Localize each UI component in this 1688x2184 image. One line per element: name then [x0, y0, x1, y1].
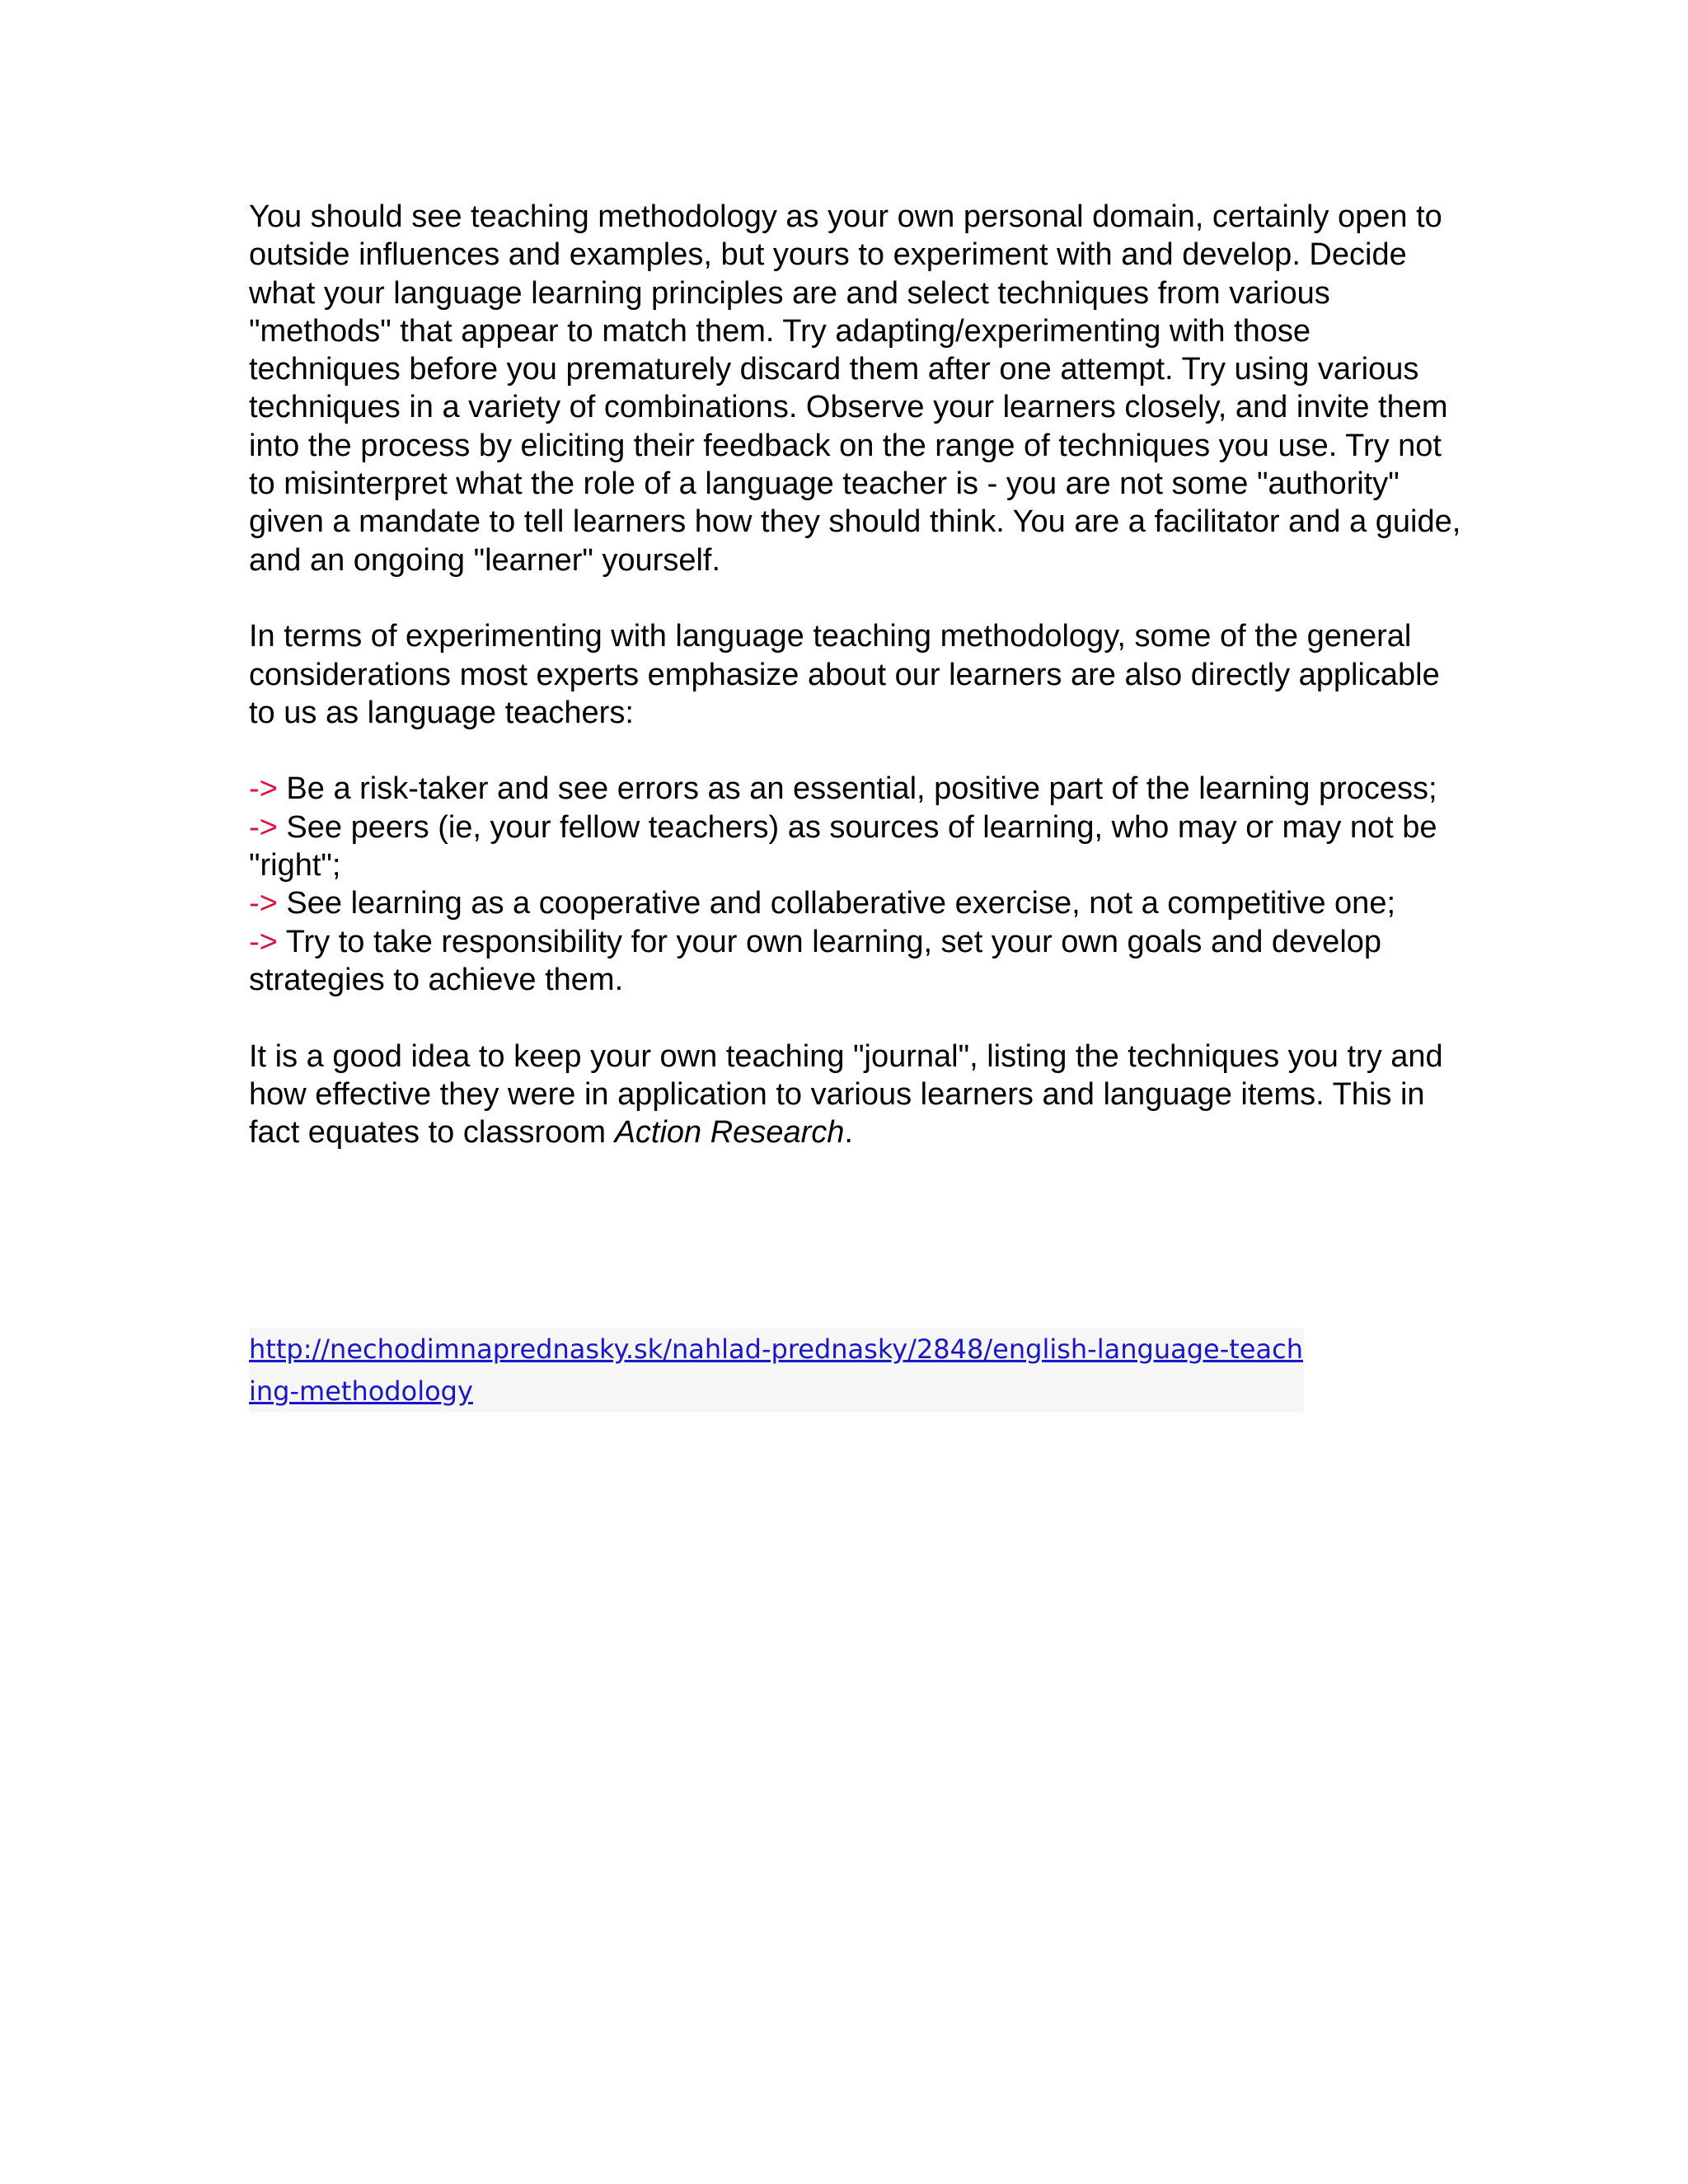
- list-item-text: See learning as a cooperative and collaberative exercise, not a competitive one;: [286, 886, 1396, 921]
- journal-paragraph: [249, 1038, 1469, 1152]
- arrow-marker: ->: [249, 809, 278, 845]
- document-body: [249, 198, 1469, 1190]
- intro-paragraph: You should see teaching methodology as your own personal domain, certainly open to outside influences and examples, but yours to experiment with and develop. Decide what your language learning principles are and select techniques from various "methods" that appear to match them. Try adapting/experimenting with those techniques before you prematurely discard them after one attempt. Try using various techniques in a variety of combinations. Observe your learners closely, and invite them into the process by eliciting their feedback on the range of techniques you use. Try not to misinterpret what the role of a language teacher is - you are not some "authority" given a mandate to tell learners how they should think. You are a facilitator and a guide, and an ongoing "learner" yourself.: [249, 199, 1461, 578]
- arrow-marker: ->: [249, 886, 278, 921]
- list-item-text: See peers (ie, your fellow teachers) as sources of learning, who may or may not be "right";: [249, 809, 1437, 883]
- arrow-marker: ->: [249, 771, 278, 807]
- arrow-marker: ->: [249, 924, 278, 959]
- journal-paragraph-text: It is a good idea to keep your own teaching "journal", listing the techniques you try and how effective they were in application to various learners and language items. This in fact equates to classroom: [249, 1038, 1443, 1151]
- list-item-text: Try to take responsibility for your own learning, set your own goals and develop strategies to achieve them.: [249, 924, 1382, 997]
- source-link[interactable]: http://nechodimnaprednasky.sk/nahlad-prednasky/2848/english-language-teaching-methodology: [249, 1333, 1303, 1407]
- list-item: [249, 770, 1469, 808]
- journal-paragraph-end: .: [844, 1115, 853, 1151]
- source-link-block: [249, 1329, 1304, 1413]
- list-item: [249, 808, 1469, 885]
- list-item: [249, 923, 1469, 1000]
- action-research-emphasis: Action Research: [614, 1115, 845, 1151]
- list-item: [249, 884, 1469, 922]
- considerations-paragraph: In terms of experimenting with language teaching methodology, some of the general considerations most experts emphasize about our learners are also directly applicable to us as language teachers:: [249, 619, 1440, 730]
- list-item-text: Be a risk-taker and see errors as an essential, positive part of the learning process;: [286, 771, 1437, 807]
- considerations-list: [249, 770, 1469, 999]
